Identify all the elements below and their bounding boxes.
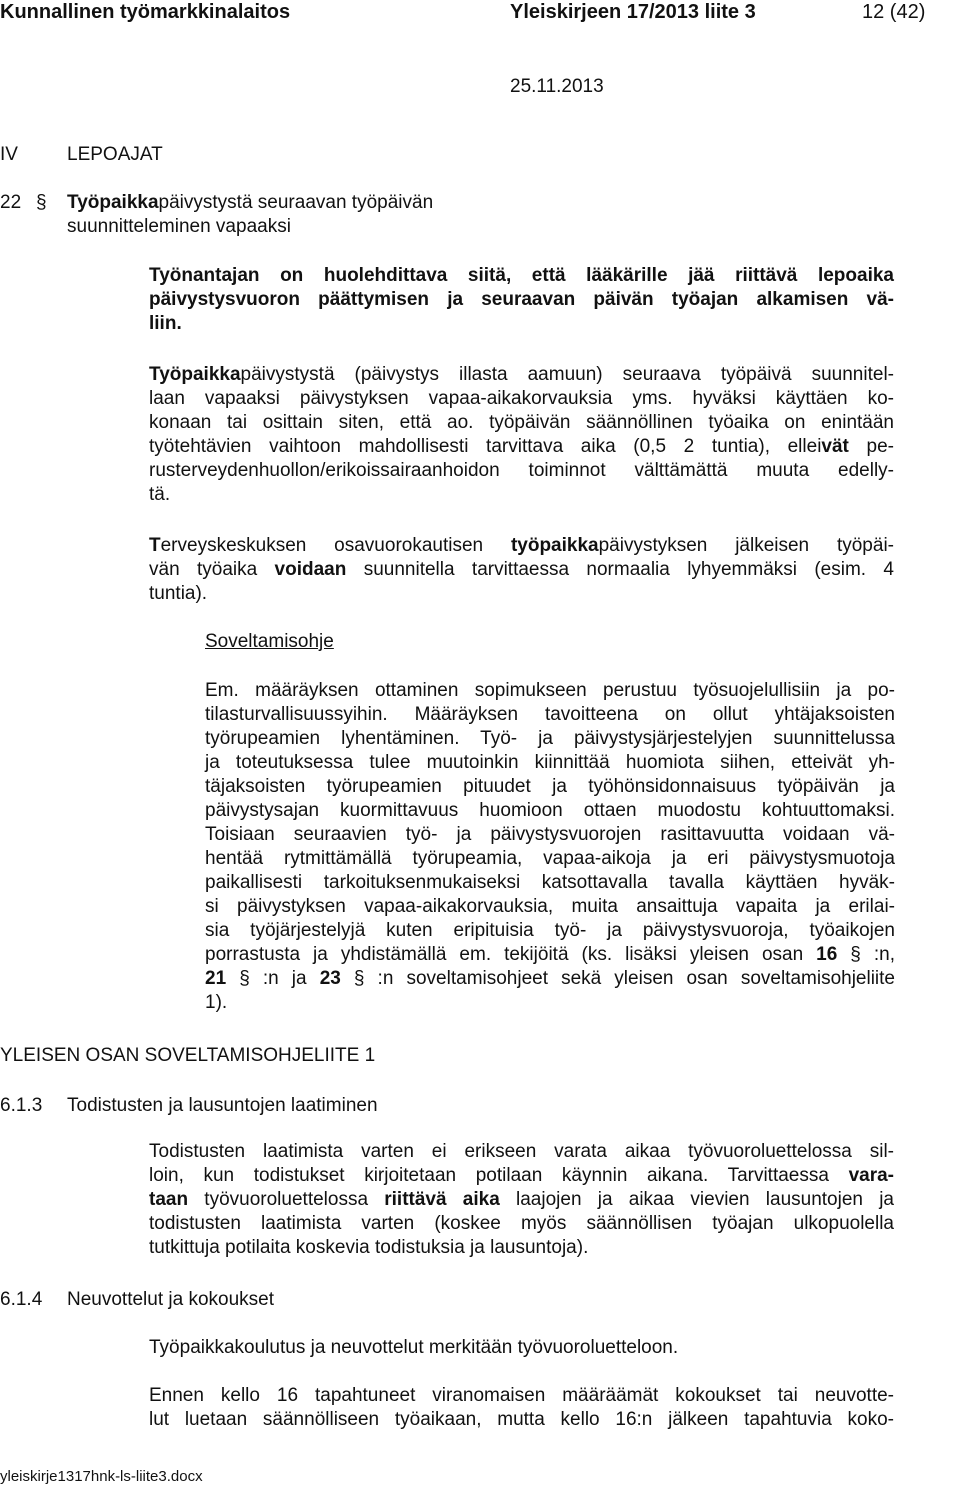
guidance-line: täjaksoisten työrupeamien pituudet ja työhönsidonnaisuus työpäivän ja bbox=[205, 776, 895, 797]
article-title-rest: päivystystä seuraavan työpäivän bbox=[158, 192, 434, 213]
s1-line-2-a: loin, kun todistukset kirjoitetaan potilaan käynnin aikana. Tarvittaessa bbox=[149, 1165, 849, 1186]
guidance-line: paikallisesti tarkoituksenmukaiseksi katsottavalla tavalla käyttäen hyväk- bbox=[205, 872, 895, 893]
para1-line-4 bbox=[149, 435, 894, 459]
paragraph-2 bbox=[149, 534, 894, 606]
para1-line-6: tä. bbox=[149, 484, 171, 505]
guidance-line: päivystysajan kuormittavuus huomioon ottaen muodostu kohtuuttomaksi. bbox=[205, 800, 895, 821]
subsection-6-1-3-title: Todistusten ja lausuntojen laatiminen bbox=[67, 1095, 378, 1116]
rule-line-2: päivystysvuoron päättymisen ja seuraavan päivän työajan alkamisen vä- bbox=[149, 289, 894, 310]
guidance-ref-16: 16 bbox=[816, 944, 838, 965]
guidance-line-13 bbox=[205, 967, 895, 991]
rule-block bbox=[149, 264, 894, 336]
para2-bold-term: työpaikka bbox=[510, 535, 599, 556]
header-organization: Kunnallinen työmarkkinalaitos bbox=[0, 1, 291, 23]
article-title bbox=[67, 192, 433, 214]
para1-line-4-b: pe- bbox=[848, 436, 894, 457]
s2-p2-line-2: lut luetaan säännölliseen työaikaan, mutta kello 16:n jälkeen tapahtuvia koko- bbox=[149, 1409, 894, 1430]
s1-line-3-a: työvuoroluettelossa bbox=[188, 1189, 385, 1210]
para2-line-1-a: erveyskeskuksen osavuorokautisen bbox=[160, 535, 511, 556]
guidance-line-13-b: § :n soveltamisohjeet sekä yleisen osan soveltamisohjeliite bbox=[340, 968, 895, 989]
appendix-title: YLEISEN OSAN SOVELTAMISOHJELIITE 1 bbox=[0, 1045, 376, 1066]
s1-line-3-bold-2: riittävä aika bbox=[384, 1189, 500, 1210]
guidance-line: Toisiaan seuraavien työ- ja päivystysvuorojen rasittavuutta voidaan vä- bbox=[205, 824, 895, 845]
paragraph-1 bbox=[149, 363, 894, 507]
para1-line-4-bold: vät bbox=[821, 436, 849, 457]
subsection-6-1-4-title: Neuvottelut ja kokoukset bbox=[67, 1289, 275, 1310]
guidance-ref-21: 21 bbox=[205, 968, 227, 989]
para1-line-1-rest: päivystystä (päivystys illasta aamuun) seuraava työpäivä suunnitel- bbox=[240, 364, 894, 385]
guidance-line: tilasturvallisuussyihin. Määräyksen tavoitteena on ollut yhtäjaksoisten bbox=[205, 704, 895, 725]
header-page-number: 12 (42) bbox=[862, 1, 926, 23]
section-sign: § bbox=[36, 192, 47, 213]
guidance-heading: Soveltamisohje bbox=[205, 631, 334, 652]
guidance-line-12-b: § :n, bbox=[837, 944, 895, 965]
subsection-6-1-3-body bbox=[149, 1140, 894, 1260]
guidance-ref-23: 23 bbox=[319, 968, 341, 989]
section-number: IV bbox=[0, 144, 18, 165]
rule-line-3: liin. bbox=[149, 313, 182, 334]
para1-line-2: laan vapaaksi päivystyksen vapaa-aikakorvauksia yms. hyväksi käyttäen ko- bbox=[149, 388, 894, 409]
subsection-6-1-4-body bbox=[149, 1384, 894, 1432]
rule-line-1: Työnantajan on huolehdittava siitä, että lääkärille jää riittävä lepoaika bbox=[149, 265, 894, 286]
header-date: 25.11.2013 bbox=[510, 76, 604, 97]
s1-line-3-bold-1: taan bbox=[149, 1189, 189, 1210]
para2-line-2-b: suunnitella tarvittaessa normaalia lyhyemmäksi (esim. 4 bbox=[346, 559, 894, 580]
s2-paragraph-1: Työpaikkakoulutus ja neuvottelut merkitään työvuoroluetteloon. bbox=[149, 1337, 679, 1358]
guidance-line: Em. määräyksen ottaminen sopimukseen perustuu työsuojelullisiin ja po- bbox=[205, 680, 895, 701]
guidance-line: sia työjärjestelyjä kuten eripituisia työ- ja päivystysvuoroja, työaikojen bbox=[205, 920, 895, 941]
s2-p2-line-1: Ennen kello 16 tapahtuneet viranomaisen määräämät kokoukset tai neuvotte- bbox=[149, 1385, 894, 1406]
para1-line-5: rusterveydenhuollon/erikoissairaanhoidon toiminnot välttämättä muuta edelly- bbox=[149, 460, 894, 481]
s1-line-4: todistusten laatimista varten (koskee myös säännöllisen työajan ulkopuolella bbox=[149, 1213, 894, 1234]
subsection-6-1-4-number: 6.1.4 bbox=[0, 1289, 43, 1310]
header-circular: Yleiskirjeen 17/2013 liite 3 bbox=[510, 1, 756, 23]
s1-line-2-bold: vara- bbox=[848, 1165, 894, 1186]
para2-line-1 bbox=[149, 534, 894, 558]
footer-filename: yleiskirje1317hnk-ls-liite3.docx bbox=[0, 1468, 203, 1485]
article-number: 22 bbox=[0, 192, 22, 213]
guidance-line-12 bbox=[205, 943, 895, 967]
article-title-bold: Työpaikka bbox=[67, 192, 159, 213]
para1-line-1 bbox=[149, 363, 894, 387]
subsection-6-1-3-number: 6.1.3 bbox=[0, 1095, 43, 1116]
guidance-block bbox=[205, 679, 895, 1015]
s1-line-5: tutkittuja potilaita koskevia todistuksia ja lausuntoja). bbox=[149, 1237, 589, 1258]
para2-line-1-b: päivystyksen jälkeisen työpäi- bbox=[598, 535, 894, 556]
para2-line-3: tuntia). bbox=[149, 583, 208, 604]
s1-line-3 bbox=[149, 1188, 894, 1212]
guidance-line: ja toteutuksessa tulee muutoinkin kiinnittää huomiota siihen, etteivät yh- bbox=[205, 752, 895, 773]
guidance-line-13-a: § :n ja bbox=[226, 968, 320, 989]
s1-line-3-b: laajojen ja aikaa vievien lausuntojen ja bbox=[499, 1189, 894, 1210]
guidance-line: työrupeamien lyhentäminen. Työ- ja päivystysjärjestelyjen suunnittelussa bbox=[205, 728, 895, 749]
guidance-line-12-a: porrastusta ja yhdistämällä em. tekijöitä (ks. lisäksi yleisen osan bbox=[205, 944, 817, 965]
section-title: LEPOAJAT bbox=[67, 144, 163, 165]
guidance-line: si päivystyksen vapaa-aikakorvauksia, muita ansaittuja vapaita ja erilai- bbox=[205, 896, 895, 917]
article-title-line2: suunnitteleminen vapaaksi bbox=[67, 216, 291, 237]
para2-initial: T bbox=[149, 535, 161, 556]
guidance-line: hentää rytmittämällä työrupeamia, vapaa-aikoja ja eri päivystysmuotoja bbox=[205, 848, 895, 869]
para1-line-3: konaan tai osittain siten, että ao. työpäivän säännöllinen työaika on enintään bbox=[149, 412, 894, 433]
para2-line-2 bbox=[149, 558, 894, 582]
s1-line-1: Todistusten laatimista varten ei erikseen varata aikaa työvuoroluettelossa sil- bbox=[149, 1141, 894, 1162]
para1-bold-term: Työpaikka bbox=[149, 364, 241, 385]
para2-line-2-a: vän työaika bbox=[149, 559, 275, 580]
s1-line-2 bbox=[149, 1164, 894, 1188]
guidance-line-14: 1). bbox=[205, 992, 228, 1013]
para1-line-4-a: työtehtävien vaihtoon mahdollisesti tarvittava aika (0,5 2 tuntia), ellei bbox=[149, 436, 822, 457]
para2-bold-verb: voidaan bbox=[274, 559, 347, 580]
